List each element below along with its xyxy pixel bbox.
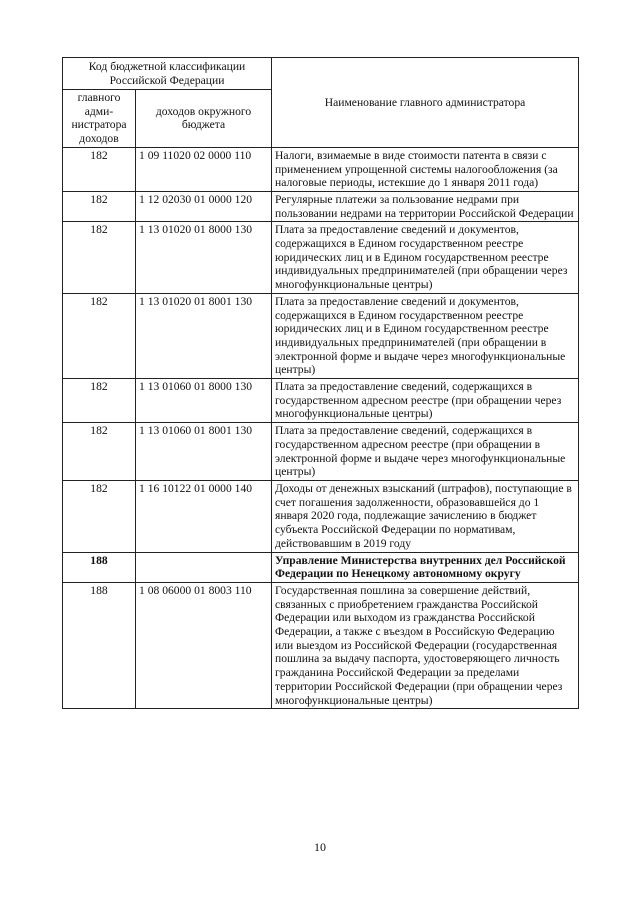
table-body — [63, 147, 579, 708]
table-row — [63, 293, 579, 378]
table-row — [63, 379, 579, 423]
admin-code-cell: 182 — [63, 379, 136, 423]
table-row — [63, 480, 579, 552]
table-row — [63, 147, 579, 191]
income-code-cell — [136, 552, 272, 582]
admin-name-cell: Государственная пошлина за совершение действий, связанных с приобретением гражданства Российской Федерации или выходом из гражданства Российской Федерации, а также с въездом в Российскую Федерацию или выездом из Российской Федерации (государственная пошлина за выдачу паспорта, удостоверяющего личность гражданина Российской Федерации за пределами территории Российской Федерации (при обращении через многофункциональные центры) — [272, 582, 579, 708]
admin-name-cell: Плата за предоставление сведений, содержащихся в государственном адресном реестре (при обращении через многофункциональные центры) — [272, 379, 579, 423]
header-district-income: доходов окружного бюджета — [136, 90, 272, 148]
table-row — [63, 552, 579, 582]
admin-name-cell: Управление Министерства внутренних дел Российской Федерации по Ненецкому автономному округу — [272, 552, 579, 582]
admin-name-cell: Доходы от денежных взысканий (штрафов), поступающие в счет погашения задолженности, образовавшейся до 1 января 2020 года, подлежащие зачислению в бюджет субъекта Российской Федерации по нормативам, действовавшим в 2019 году — [272, 480, 579, 552]
header-admin-name: Наименование главного администратора — [272, 58, 579, 148]
budget-classification-table — [62, 57, 579, 709]
admin-code-cell: 182 — [63, 423, 136, 481]
table-row — [63, 191, 579, 221]
page-number: 10 — [314, 840, 326, 854]
admin-code-cell: 182 — [63, 293, 136, 378]
income-code-cell: 1 09 11020 02 0000 110 — [136, 147, 272, 191]
admin-code-cell: 182 — [63, 480, 136, 552]
admin-name-cell: Плата за предоставление сведений и документов, содержащихся в Едином государственном реестре юридических лиц и в Едином государственном реестре индивидуальных предпринимателей (при обращении через многофункциональные центры) — [272, 222, 579, 294]
income-code-cell: 1 13 01020 01 8000 130 — [136, 222, 272, 294]
income-code-cell: 1 16 10122 01 0000 140 — [136, 480, 272, 552]
table-header — [63, 58, 579, 148]
admin-name-cell: Плата за предоставление сведений, содержащихся в государственном адресном реестре (при обращении в электронной форме и выдаче через многофункциональные центры) — [272, 423, 579, 481]
admin-code-cell: 182 — [63, 222, 136, 294]
admin-code-cell: 188 — [63, 552, 136, 582]
header-budget-code-group: Код бюджетной классификации Российской Федерации — [63, 58, 272, 90]
admin-code-cell: 188 — [63, 582, 136, 708]
admin-name-cell: Плата за предоставление сведений и документов, содержащихся в Едином государственном реестре юридических лиц и в Едином государственном реестре индивидуальных предпринимателей (при обращении в электронной форме и выдаче через многофункциональные центры) — [272, 293, 579, 378]
table-row — [63, 582, 579, 708]
table-row — [63, 222, 579, 294]
income-code-cell: 1 13 01060 01 8000 130 — [136, 379, 272, 423]
income-code-cell: 1 08 06000 01 8003 110 — [136, 582, 272, 708]
income-code-cell: 1 13 01060 01 8001 130 — [136, 423, 272, 481]
table-row — [63, 423, 579, 481]
admin-name-cell: Налоги, взимаемые в виде стоимости патента в связи с применением упрощенной системы налогообложения (за налоговые периоды, истекшие до 1 января 2011 года) — [272, 147, 579, 191]
income-code-cell: 1 13 01020 01 8001 130 — [136, 293, 272, 378]
admin-code-cell: 182 — [63, 147, 136, 191]
income-code-cell: 1 12 02030 01 0000 120 — [136, 191, 272, 221]
admin-name-cell: Регулярные платежи за пользование недрами при пользовании недрами на территории Российской Федерации — [272, 191, 579, 221]
admin-code-cell: 182 — [63, 191, 136, 221]
header-main-admin: главного адми-нистратора доходов — [63, 90, 136, 148]
